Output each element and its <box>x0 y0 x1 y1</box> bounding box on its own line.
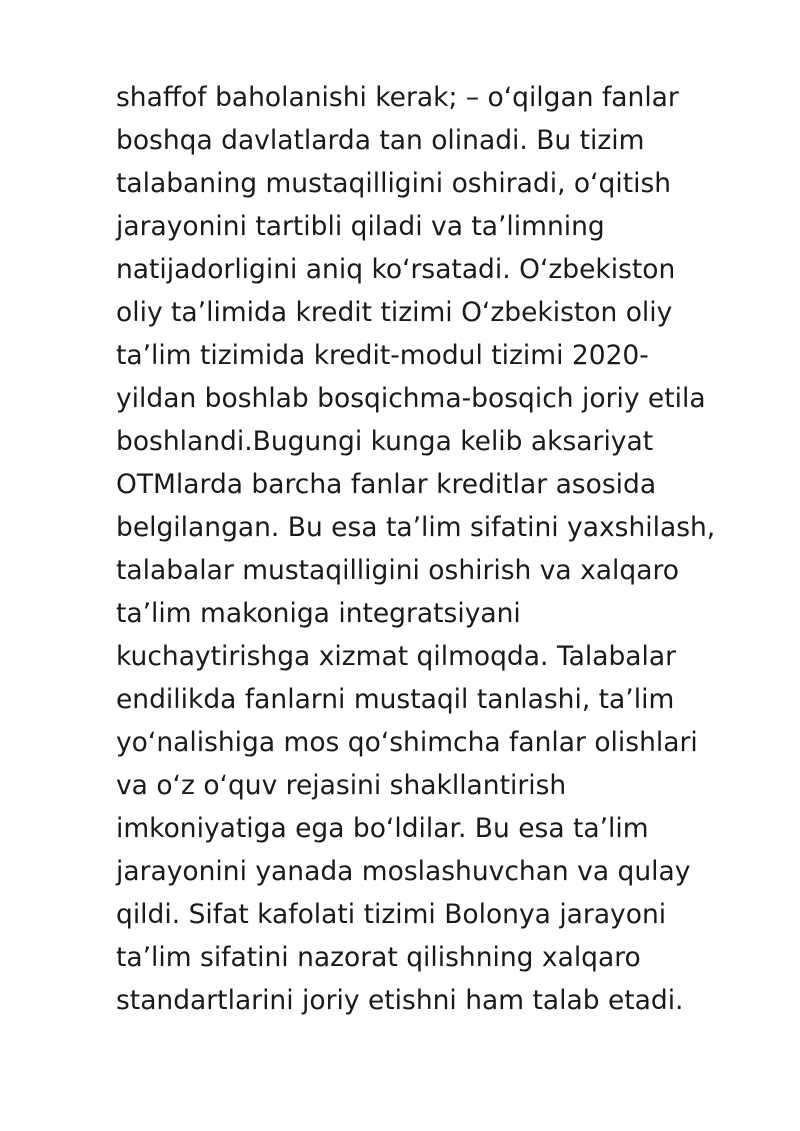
text-line: imkoniyatiga ega boʻldilar. Bu esa taʼlim <box>116 813 649 844</box>
text-line: belgilangan. Bu esa taʼlim sifatini yaxshilash, <box>116 512 716 543</box>
text-line: taʼlim tizimida kredit-modul tizimi 2020- <box>116 340 649 371</box>
text-line: boshqa davlatlarda tan olinadi. Bu tizim <box>116 125 645 156</box>
text-line: boshlandi.Bugungi kunga kelib aksariyat <box>116 426 654 457</box>
text-line: yoʻnalishiga mos qoʻshimcha fanlar olishlari <box>116 727 698 758</box>
text-line: endilikda fanlarni mustaqil tanlashi, taʼlim <box>116 684 675 715</box>
text-line: natijadorligini aniq koʻrsatadi. Oʻzbekiston <box>116 254 676 285</box>
text-line: talabaning mustaqilligini oshiradi, oʻqitish <box>116 168 672 199</box>
text-line: kuchaytirishga xizmat qilmoqda. Talabalar <box>116 641 677 672</box>
text-line: oliy taʼlimida kredit tizimi Oʻzbekiston oliy <box>116 297 673 328</box>
text-line: jarayonini yanada moslashuvchan va qulay <box>116 856 691 887</box>
text-line: talabalar mustaqilligini oshirish va xalqaro <box>116 555 679 586</box>
text-line: taʼlim makoniga integratsiyani <box>116 598 521 629</box>
text-line: va oʻz oʻquv rejasini shakllantirish <box>116 770 567 801</box>
text-line: yildan boshlab bosqichma-bosqich joriy etila <box>116 383 706 414</box>
text-line: jarayonini tartibli qiladi va taʼlimning <box>116 211 605 242</box>
body-text <box>116 76 756 1022</box>
text-line: OTMlarda barcha fanlar kreditlar asosida <box>116 469 657 500</box>
text-line: shaffof baholanishi kerak; – oʻqilgan fanlar <box>116 82 679 113</box>
text-line: qildi. Sifat kafolati tizimi Bolonya jarayoni <box>116 899 667 930</box>
text-line: taʼlim sifatini nazorat qilishning xalqaro <box>116 942 641 973</box>
text-line: standartlarini joriy etishni ham talab etadi. <box>116 985 684 1016</box>
